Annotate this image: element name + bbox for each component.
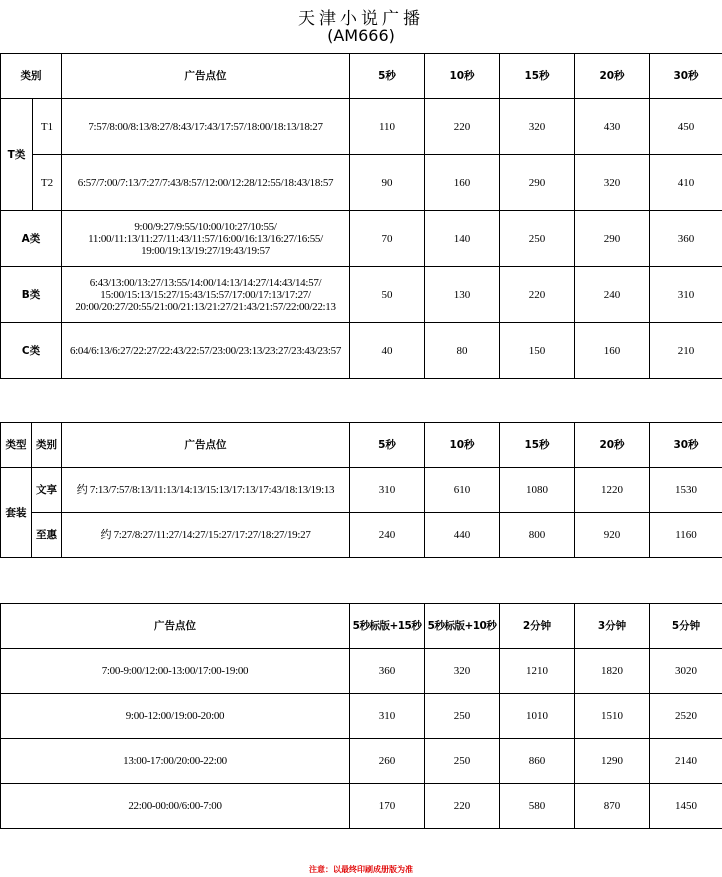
table-row bbox=[1, 211, 722, 267]
price-cell: 260 bbox=[350, 739, 425, 784]
table-row bbox=[1, 267, 722, 323]
header-2min: 2分钟 bbox=[500, 604, 575, 649]
price-cell: 220 bbox=[500, 267, 575, 323]
price-cell: 110 bbox=[350, 99, 425, 155]
price-cell: 90 bbox=[350, 155, 425, 211]
header-30s: 30秒 bbox=[650, 423, 722, 468]
price-cell: 320 bbox=[575, 155, 650, 211]
price-cell: 860 bbox=[500, 739, 575, 784]
category-wenxiang: 文享 bbox=[32, 468, 62, 513]
price-cell: 160 bbox=[425, 155, 500, 211]
subcategory-t1: T1 bbox=[33, 99, 62, 155]
price-cell: 870 bbox=[575, 784, 650, 829]
category-zhihui: 至惠 bbox=[32, 513, 62, 558]
price-cell: 220 bbox=[425, 99, 500, 155]
price-cell: 2140 bbox=[650, 739, 722, 784]
price-cell: 290 bbox=[500, 155, 575, 211]
header-slots: 广告点位 bbox=[62, 54, 350, 99]
table-row bbox=[1, 155, 722, 211]
header-10s: 10秒 bbox=[425, 423, 500, 468]
header-5min: 5分钟 bbox=[650, 604, 722, 649]
header-3min: 3分钟 bbox=[575, 604, 650, 649]
price-cell: 160 bbox=[575, 323, 650, 379]
header-5s: 5秒 bbox=[350, 423, 425, 468]
price-cell: 3020 bbox=[650, 649, 722, 694]
category-a: A类 bbox=[1, 211, 62, 267]
header-30s: 30秒 bbox=[650, 54, 722, 99]
table-header-row bbox=[1, 604, 722, 649]
slot-list: 约 7:13/7:57/8:13/11:13/14:13/15:13/17:13/17:43/18:13/19:13 bbox=[62, 468, 350, 513]
header-15s: 15秒 bbox=[500, 54, 575, 99]
price-table-package bbox=[0, 422, 722, 558]
category-t: T类 bbox=[1, 99, 33, 211]
price-cell: 1450 bbox=[650, 784, 722, 829]
price-cell: 800 bbox=[500, 513, 575, 558]
price-cell: 1010 bbox=[500, 694, 575, 739]
slot-list: 9:00-12:00/19:00-20:00 bbox=[1, 694, 350, 739]
price-cell: 130 bbox=[425, 267, 500, 323]
table-row bbox=[1, 99, 722, 155]
header-20s: 20秒 bbox=[575, 54, 650, 99]
price-table-special bbox=[0, 603, 722, 829]
header-10s: 10秒 bbox=[425, 54, 500, 99]
header-20s: 20秒 bbox=[575, 423, 650, 468]
slot-list: 6:57/7:00/7:13/7:27/7:43/8:57/12:00/12:28/12:55/18:43/18:57 bbox=[62, 155, 350, 211]
price-cell: 240 bbox=[350, 513, 425, 558]
price-cell: 210 bbox=[650, 323, 722, 379]
slot-list: 约 7:27/8:27/11:27/14:27/15:27/17:27/18:27/19:27 bbox=[62, 513, 350, 558]
table-row bbox=[1, 513, 722, 558]
price-cell: 1290 bbox=[575, 739, 650, 784]
header-type: 类型 bbox=[1, 423, 32, 468]
price-cell: 1080 bbox=[500, 468, 575, 513]
price-table-regular bbox=[0, 53, 722, 379]
price-cell: 220 bbox=[425, 784, 500, 829]
table-row bbox=[1, 649, 722, 694]
header-slots: 广告点位 bbox=[1, 604, 350, 649]
header-15s: 15秒 bbox=[500, 423, 575, 468]
slot-list: 6:43/13:00/13:27/13:55/14:00/14:13/14:27/14:43/14:57/ 15:00/15:13/15:27/15:43/15:57/17:00/17:13/17:27/ 20:00/20:27/20:55/21:00/21:13/21:27/21:43/21:57/22:00/22:13 bbox=[62, 267, 350, 323]
table-header-row bbox=[1, 423, 722, 468]
price-cell: 170 bbox=[350, 784, 425, 829]
price-cell: 610 bbox=[425, 468, 500, 513]
price-cell: 140 bbox=[425, 211, 500, 267]
price-cell: 290 bbox=[575, 211, 650, 267]
price-cell: 250 bbox=[425, 739, 500, 784]
table-row bbox=[1, 468, 722, 513]
header-category: 类别 bbox=[32, 423, 62, 468]
price-cell: 1530 bbox=[650, 468, 722, 513]
price-cell: 360 bbox=[350, 649, 425, 694]
category-b: B类 bbox=[1, 267, 62, 323]
price-cell: 310 bbox=[650, 267, 722, 323]
price-cell: 410 bbox=[650, 155, 722, 211]
price-cell: 1210 bbox=[500, 649, 575, 694]
slot-list: 7:00-9:00/12:00-13:00/17:00-19:00 bbox=[1, 649, 350, 694]
slot-list: 9:00/9:27/9:55/10:00/10:27/10:55/ 11:00/11:13/11:27/11:43/11:57/16:00/16:13/16:27/16:55/ 19:00/19:13/19:27/19:43/19:57 bbox=[62, 211, 350, 267]
price-cell: 1820 bbox=[575, 649, 650, 694]
header-5s-plus-10s: 5秒标版+10秒 bbox=[425, 604, 500, 649]
price-cell: 320 bbox=[425, 649, 500, 694]
price-cell: 2520 bbox=[650, 694, 722, 739]
price-cell: 920 bbox=[575, 513, 650, 558]
price-cell: 40 bbox=[350, 323, 425, 379]
header-5s: 5秒 bbox=[350, 54, 425, 99]
header-slots: 广告点位 bbox=[62, 423, 350, 468]
price-cell: 1510 bbox=[575, 694, 650, 739]
price-cell: 450 bbox=[650, 99, 722, 155]
footnote: 注意：以最终印刷成册版为准 bbox=[309, 865, 413, 874]
price-cell: 310 bbox=[350, 694, 425, 739]
slot-list: 7:57/8:00/8:13/8:27/8:43/17:43/17:57/18:00/18:13/18:27 bbox=[62, 99, 350, 155]
table-header-row bbox=[1, 54, 722, 99]
table-row bbox=[1, 323, 722, 379]
price-cell: 240 bbox=[575, 267, 650, 323]
price-cell: 310 bbox=[350, 468, 425, 513]
price-cell: 430 bbox=[575, 99, 650, 155]
price-cell: 1160 bbox=[650, 513, 722, 558]
price-cell: 1220 bbox=[575, 468, 650, 513]
table-row bbox=[1, 694, 722, 739]
price-cell: 580 bbox=[500, 784, 575, 829]
price-cell: 250 bbox=[425, 694, 500, 739]
price-cell: 80 bbox=[425, 323, 500, 379]
type-package: 套装 bbox=[1, 468, 32, 558]
table-row bbox=[1, 739, 722, 784]
slot-list: 13:00-17:00/20:00-22:00 bbox=[1, 739, 350, 784]
subcategory-t2: T2 bbox=[33, 155, 62, 211]
table-row bbox=[1, 784, 722, 829]
price-cell: 250 bbox=[500, 211, 575, 267]
price-cell: 150 bbox=[500, 323, 575, 379]
slot-list: 22:00-00:00/6:00-7:00 bbox=[1, 784, 350, 829]
category-c: C类 bbox=[1, 323, 62, 379]
page-title: 天津小说广播 bbox=[298, 9, 424, 29]
price-cell: 440 bbox=[425, 513, 500, 558]
header-5s-plus-15s: 5秒标版+15秒 bbox=[350, 604, 425, 649]
price-cell: 70 bbox=[350, 211, 425, 267]
price-cell: 320 bbox=[500, 99, 575, 155]
slot-list: 6:04/6:13/6:27/22:27/22:43/22:57/23:00/23:13/23:27/23:43/23:57 bbox=[62, 323, 350, 379]
price-cell: 50 bbox=[350, 267, 425, 323]
price-cell: 360 bbox=[650, 211, 722, 267]
header-category: 类别 bbox=[1, 54, 62, 99]
page-subtitle: (AM666) bbox=[327, 26, 395, 45]
